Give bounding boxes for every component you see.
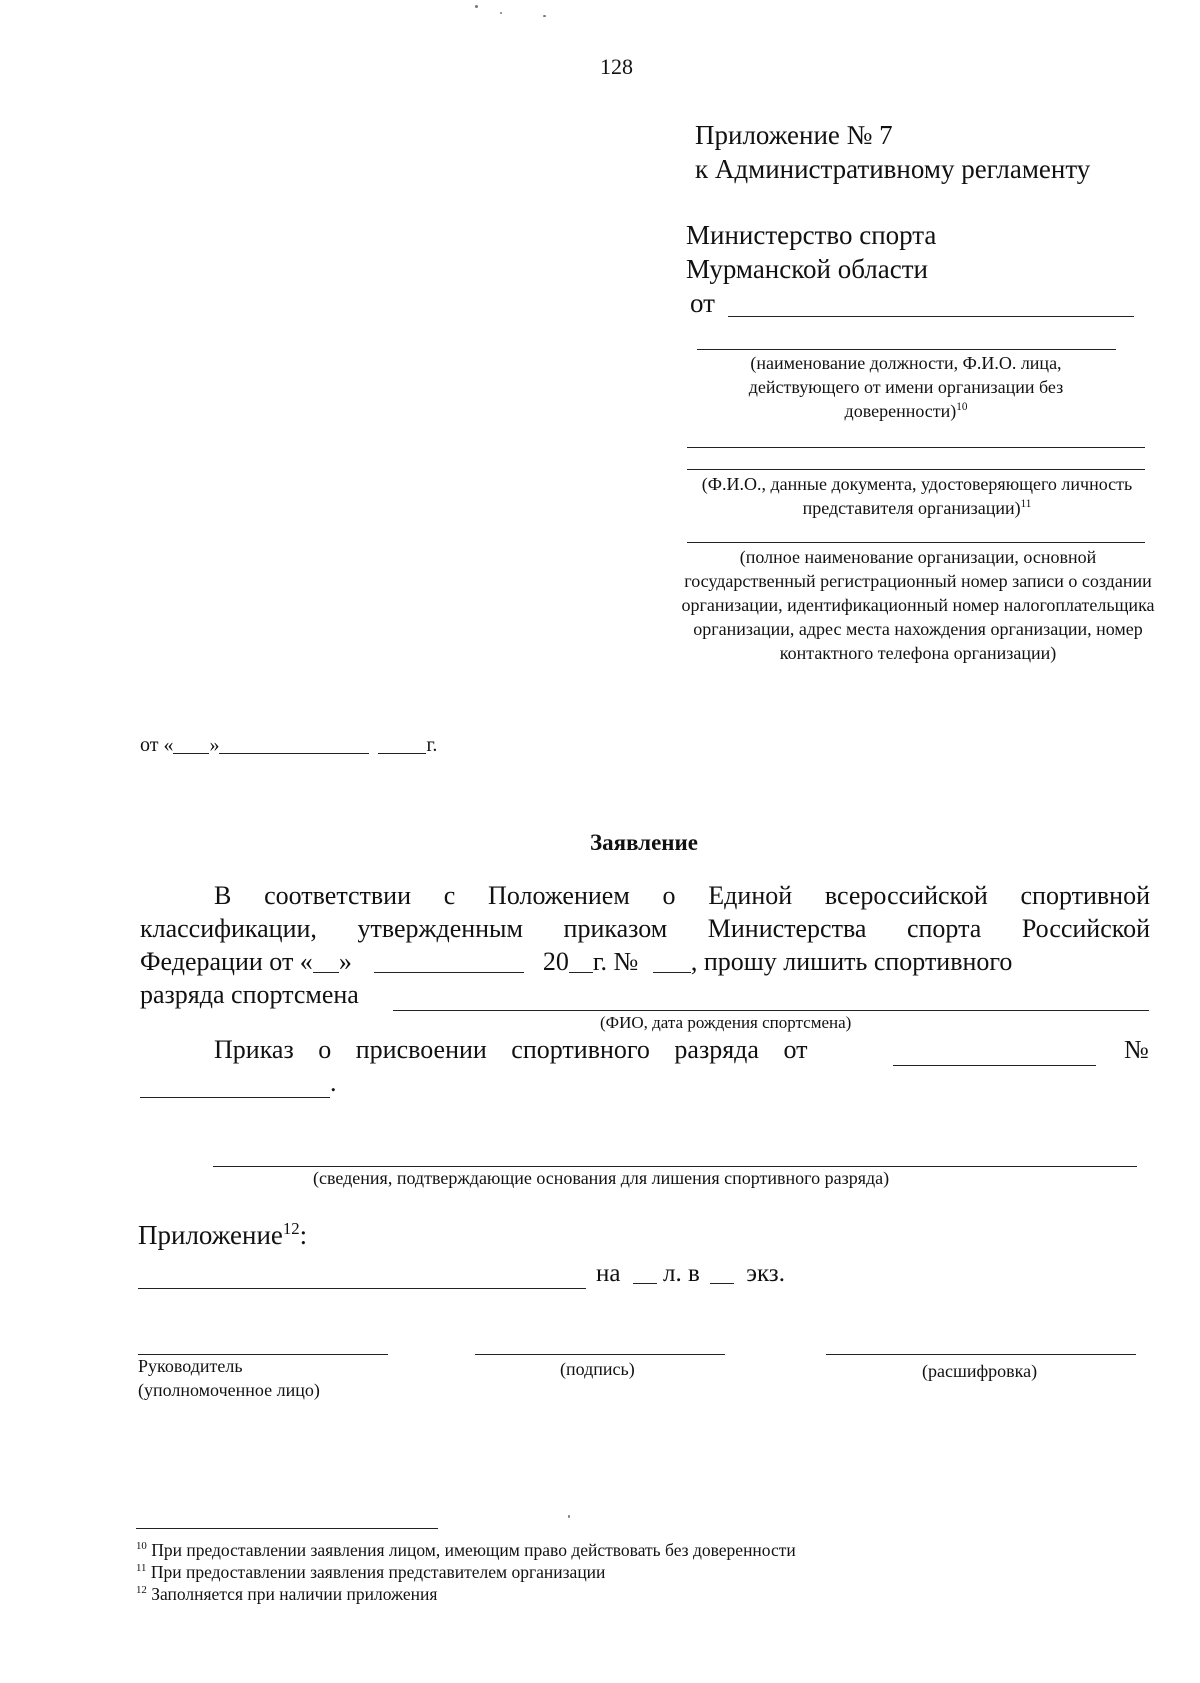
month-blank[interactable] (219, 735, 369, 754)
athlete-caption: (ФИО, дата рождения спортсмена) (600, 1013, 852, 1032)
grounds-caption: (сведения, подтверждающие основания для лишения спортивного разряда) (313, 1168, 890, 1188)
scan-speck (500, 12, 502, 14)
attachment-copies: экз. (746, 1260, 785, 1287)
footnote-ref-12: 12 (282, 1219, 300, 1238)
position-caption-text: (наименование должности, Ф.И.О. лица, действующего от имени организации без доверенности) (748, 353, 1064, 421)
request-text: , прошу лишить спортивного (690, 947, 1013, 976)
decode-blank-line[interactable] (826, 1354, 1136, 1355)
year-blank[interactable] (378, 735, 426, 754)
order-day-blank[interactable] (313, 950, 339, 973)
assignment-number-sign: № (1124, 1035, 1149, 1064)
paragraph1-line1 (140, 880, 1150, 912)
order-date-quote: » (338, 947, 352, 976)
order-year-blank[interactable] (569, 950, 593, 973)
signature-blank-line[interactable] (475, 1354, 725, 1355)
signer-role: Руководитель (138, 1356, 243, 1376)
footnote-10 (136, 1539, 796, 1561)
from-label: от (690, 288, 715, 318)
document-title: Заявление (589, 830, 699, 855)
attachment-label-text: Приложение (138, 1220, 283, 1250)
order-number-blank[interactable] (653, 950, 691, 973)
footnote-number: 11 (136, 1562, 147, 1575)
date-prefix: от « (140, 734, 174, 756)
attachment-sheets-text: л. в (662, 1260, 700, 1287)
footnote-text: При предоставлении заявления представителем организации (150, 1562, 606, 1582)
copies-count-blank[interactable] (710, 1263, 734, 1284)
footnote-ref-10: 10 (956, 401, 968, 413)
attachment-label (138, 1220, 307, 1251)
footnote-ref-11: 11 (1020, 498, 1032, 510)
scan-speck (475, 5, 478, 8)
date-suffix: г. (426, 734, 438, 756)
ministry-name: Министерство спорта (686, 220, 937, 250)
paragraph1-line4: разряда спортсмена (140, 980, 359, 1009)
signer-role-note: (уполномоченное лицо) (138, 1380, 320, 1400)
assignment-date-blank[interactable] (893, 1065, 1096, 1066)
order-date-prefix: Федерации от « (140, 947, 313, 976)
footnote-12 (136, 1583, 437, 1605)
organization-blank-line[interactable] (687, 542, 1145, 543)
assignment-number-blank[interactable] (140, 1097, 330, 1098)
footnote-number: 10 (136, 1540, 147, 1553)
athlete-blank-line[interactable] (393, 1010, 1149, 1011)
attachment-colon: : (299, 1220, 308, 1250)
position-caption (706, 351, 1106, 423)
representative-caption (690, 472, 1144, 520)
ministry-region: Мурманской области (686, 254, 928, 284)
assignment-order-text: Приказ о присвоении спортивного разряда от (214, 1035, 808, 1064)
appendix-title: Приложение № 7 (695, 120, 893, 150)
day-blank[interactable] (173, 735, 209, 754)
organization-caption: (полное наименование организации, основной государственный регистрационный номер записи о создании организации, идентификационный номер налогоплательщика организации, адрес места нахождения организации, номер контактного телефона организации) (681, 547, 1155, 663)
representative-caption-text: (Ф.И.О., данные документа, удостоверяющего личность представителя организации) (701, 474, 1133, 518)
footnote-text: Заполняется при наличии приложения (151, 1584, 438, 1604)
representative-blank-line-2[interactable] (687, 469, 1145, 470)
position-blank-line[interactable] (697, 349, 1116, 350)
signature-label: (подпись) (560, 1359, 635, 1379)
scan-speck (568, 1515, 570, 1518)
order-month-blank[interactable] (374, 950, 524, 973)
attachment-sheets (596, 1260, 785, 1288)
paragraph1-line2: классификации, утвержденным приказом Министерства спорта Российской (140, 914, 1150, 943)
attachment-name-blank[interactable] (138, 1288, 586, 1289)
date-close-quote: » (209, 734, 220, 756)
appendix-subtitle: к Административному регламенту (695, 154, 1091, 184)
decode-label: (расшифровка) (922, 1361, 1038, 1381)
scan-speck (543, 15, 546, 17)
from-blank-line[interactable] (728, 316, 1134, 317)
footnote-separator (136, 1528, 438, 1529)
footnote-text: При предоставлении заявления лицом, имеющим право действовать без доверенности (151, 1540, 796, 1560)
footnote-number: 12 (136, 1584, 147, 1597)
application-date (140, 734, 437, 757)
order-year-prefix: 20 (542, 947, 569, 976)
attachment-on: на (596, 1260, 621, 1287)
footnote-11 (136, 1561, 605, 1583)
paragraph1-line1-text: В соответствии с Положением о Единой всероссийской спортивной (214, 881, 1150, 910)
paragraph1-line3 (140, 946, 1150, 978)
grounds-blank-line[interactable] (213, 1166, 1137, 1167)
representative-blank-line-1[interactable] (687, 447, 1145, 448)
paragraph2-end: . (330, 1068, 337, 1097)
order-number-sign: г. № (592, 947, 639, 976)
page-number: 128 (600, 54, 633, 79)
paragraph2-line1 (214, 1034, 1150, 1066)
sheets-count-blank[interactable] (633, 1263, 657, 1284)
